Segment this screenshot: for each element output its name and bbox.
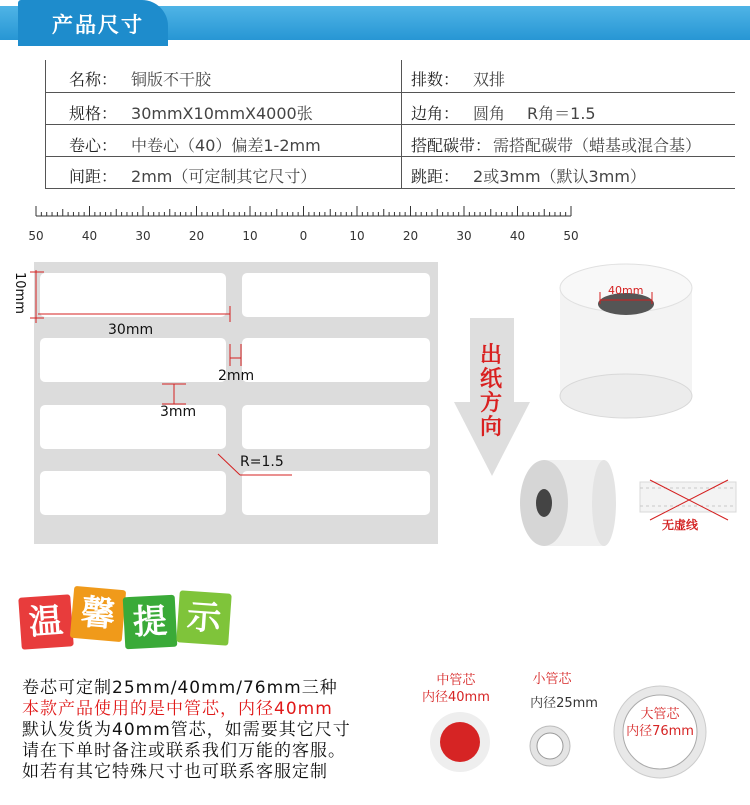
spec-size-label: 规格： (69, 104, 118, 123)
ruler-label: 30 (456, 229, 472, 243)
note-line: 卷芯可定制25mm/40mm/76mm三种 (22, 678, 338, 698)
spec-corner-extra: R角＝1.5 (527, 104, 596, 123)
spec-size-value: 30mmX10mmX4000张 (131, 104, 313, 123)
spec-corner (411, 101, 596, 124)
spec-core (69, 133, 321, 156)
ruler-label: 30 (135, 229, 151, 243)
tip-char-1: 温 (18, 594, 74, 650)
spec-gap-label: 间距： (69, 167, 118, 186)
spec-corner-label: 边角： (411, 104, 460, 123)
tip-char-4: 示 (176, 590, 232, 646)
small-core-label: 小管芯 (532, 672, 572, 687)
spec-gap (69, 164, 316, 187)
note-line: 如若有其它特殊尺寸也可联系客服定制 (22, 762, 328, 782)
side-roll (520, 460, 616, 546)
tips-notes (22, 678, 422, 783)
ruler-label: 40 (509, 229, 526, 243)
small-core-dimension: 内径25mm (530, 696, 598, 711)
section-header (0, 0, 750, 46)
ruler-label: 20 (402, 229, 419, 243)
spec-ribbon (411, 133, 701, 156)
spec-rows-label: 排数： (411, 70, 460, 89)
spec-name (69, 67, 211, 90)
column-gap-dimension: 2mm (218, 368, 255, 384)
spec-corner-value: 圆角 (473, 104, 506, 123)
spec-core-label: 卷心： (69, 136, 118, 155)
no-dash-sample (640, 480, 736, 520)
note-line-highlight: 本款产品使用的是中管芯，内径40mm (22, 699, 333, 719)
ruler-label: 40 (81, 229, 98, 243)
spec-name-value: 铜版不干胶 (131, 70, 212, 89)
ruler-label: 10 (242, 229, 258, 243)
ruler-label: 10 (349, 229, 365, 243)
ruler-labels (28, 229, 578, 243)
row-gap-dimension: 3mm (160, 404, 197, 420)
small-core-icon (530, 726, 570, 766)
spec-jump-label: 跳距： (411, 167, 460, 186)
spec-name-label: 名称： (69, 70, 118, 89)
ruler-label: 0 (299, 229, 308, 243)
feed-direction-text: 出纸方向 (479, 343, 502, 440)
tip-char-2: 馨 (70, 586, 126, 642)
spec-jump-value: 2或3mm（默认3mm） (473, 167, 646, 186)
large-core-label: 大管芯 内径76mm (626, 707, 694, 739)
spec-rows (411, 67, 505, 90)
spec-table (45, 60, 735, 190)
spec-jump (411, 164, 646, 187)
note-line: 请在下单时备注或联系我们万能的客服。 (22, 741, 346, 761)
spec-core-value: 中卷心（40）偏差1-2mm (131, 136, 321, 155)
medium-core-icon (430, 712, 490, 772)
ruler-label: 50 (28, 229, 44, 243)
core-dimension: 40mm (608, 284, 644, 297)
ruler-ticks (36, 206, 571, 216)
spec-rows-value: 双排 (473, 70, 506, 89)
spec-gap-value: 2mm（可定制其它尺寸） (131, 167, 317, 186)
spec-ribbon-label: 搭配碳带： (411, 136, 492, 155)
spec-size (69, 101, 313, 124)
no-dash-text: 无虚线 (662, 518, 699, 532)
spec-ribbon-value: 需搭配碳带（蜡基或混合基） (493, 136, 702, 155)
note-line: 默认发货为40mm管芯，如需要其它尺寸 (22, 720, 351, 740)
height-dimension: 10mm (12, 272, 27, 314)
ruler (0, 200, 750, 250)
page-title: 产品尺寸 (52, 13, 144, 37)
ruler-label: 50 (563, 229, 579, 243)
medium-core-label: 中管芯 内径40mm (422, 673, 490, 705)
ruler-label: 20 (188, 229, 205, 243)
tip-char-3: 提 (123, 595, 178, 650)
width-dimension: 30mm (108, 322, 154, 338)
radius-dimension: R=1.5 (240, 454, 284, 470)
